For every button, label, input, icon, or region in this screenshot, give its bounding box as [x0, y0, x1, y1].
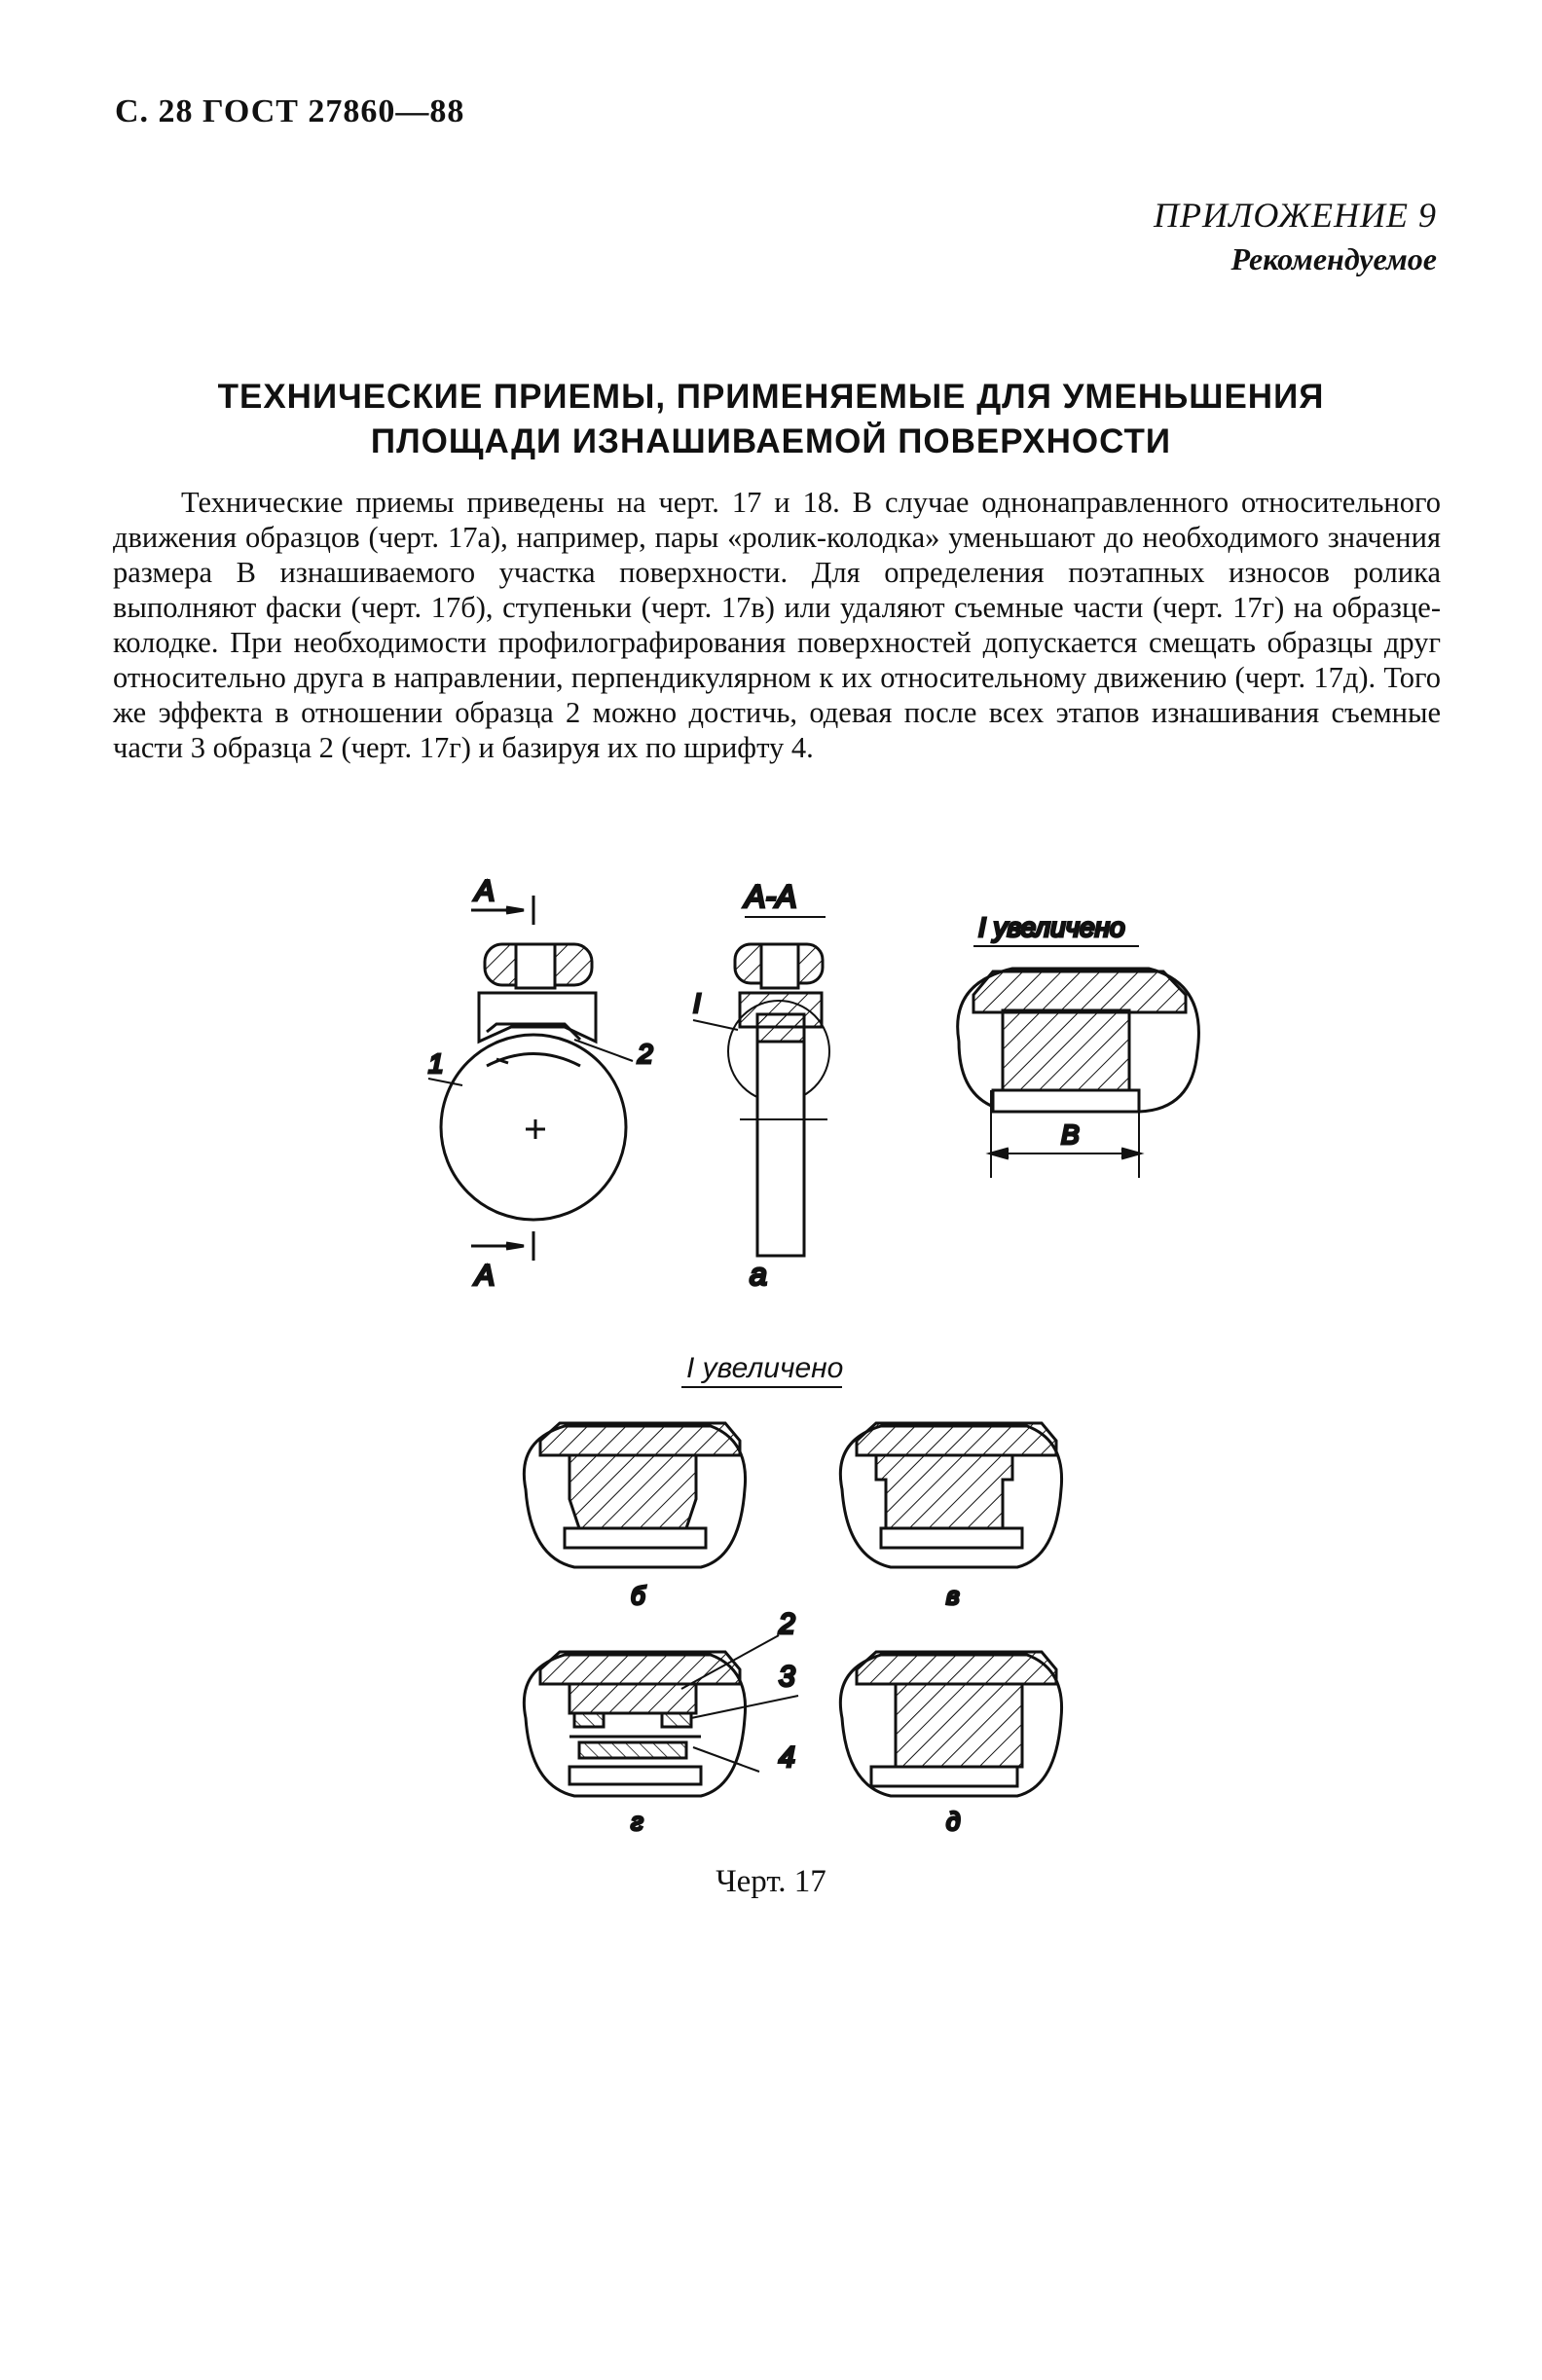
sub-label-d: д	[946, 1807, 961, 1836]
view-d	[840, 1652, 1061, 1836]
callout-3: 3	[779, 1661, 795, 1693]
sub-label-b: б	[631, 1581, 645, 1610]
detail-label-top: I увеличено	[978, 912, 1125, 942]
technical-drawing	[0, 857, 1542, 1849]
appendix-block	[1154, 195, 1437, 277]
callout-4: 4	[779, 1741, 795, 1774]
view-b	[524, 1423, 745, 1610]
dimension-b: B	[1061, 1119, 1080, 1150]
appendix-number: ПРИЛОЖЕНИЕ 9	[1154, 196, 1437, 235]
detail-mark: I	[693, 988, 701, 1018]
figure-caption: Черт. 17	[716, 1864, 826, 1899]
view-g	[524, 1608, 798, 1836]
section-mark-bottom: A	[475, 1260, 496, 1292]
view-v	[840, 1423, 1061, 1610]
title-line-1: ТЕХНИЧЕСКИЕ ПРИЕМЫ, ПРИМЕНЯЕМЫЕ ДЛЯ УМЕНЬШЕНИЯ	[217, 378, 1325, 416]
section-label: A-A	[745, 879, 797, 914]
callout-1: 1	[428, 1048, 444, 1079]
appendix-status: Рекомендуемое	[1230, 241, 1437, 276]
callout-2: 2	[638, 1039, 653, 1069]
sub-label-v: в	[946, 1581, 960, 1610]
section-mark-top: A	[475, 875, 496, 907]
callout-2-lower: 2	[779, 1608, 795, 1640]
sub-label-g: г	[631, 1807, 643, 1836]
sub-label-a: а	[750, 1257, 767, 1292]
detail-label-bottom: I увеличено	[686, 1352, 844, 1384]
view-a-side	[428, 875, 653, 1292]
title-line-2: ПЛОЩАДИ ИЗНАШИВАЕМОЙ ПОВЕРХНОСТИ	[370, 422, 1172, 460]
page-header: С. 28 ГОСТ 27860—88	[115, 93, 465, 129]
view-a-section	[693, 879, 829, 1292]
section-title	[107, 375, 1435, 464]
body-paragraph: Технические приемы приведены на черт. 17 и 18. В случае однонаправленного относительного движения образцов (черт. 17а), например, пары «ролик-колодка» уменьшают до необходимого значения размера В изнашиваемого участка поверхности. Для определения поэтапных износов ролика выполняют фаски (черт. 17б), ступеньки (черт. 17в) или удаляют съемные части (черт. 17г) на образце-колодке. При необходимости профилографирования поверхностей допускается смещать образцы друг относительно друга в направлении, перпендикулярном к их относительному движению (черт. 17д). Того же эффекта в отношении образца 2 можно достичь, одевая после всех этапов изнашивания съемные части 3 образца 2 (черт. 17г) и базируя их по шрифту 4.	[113, 486, 1441, 764]
detail-enlarged	[958, 912, 1199, 1178]
